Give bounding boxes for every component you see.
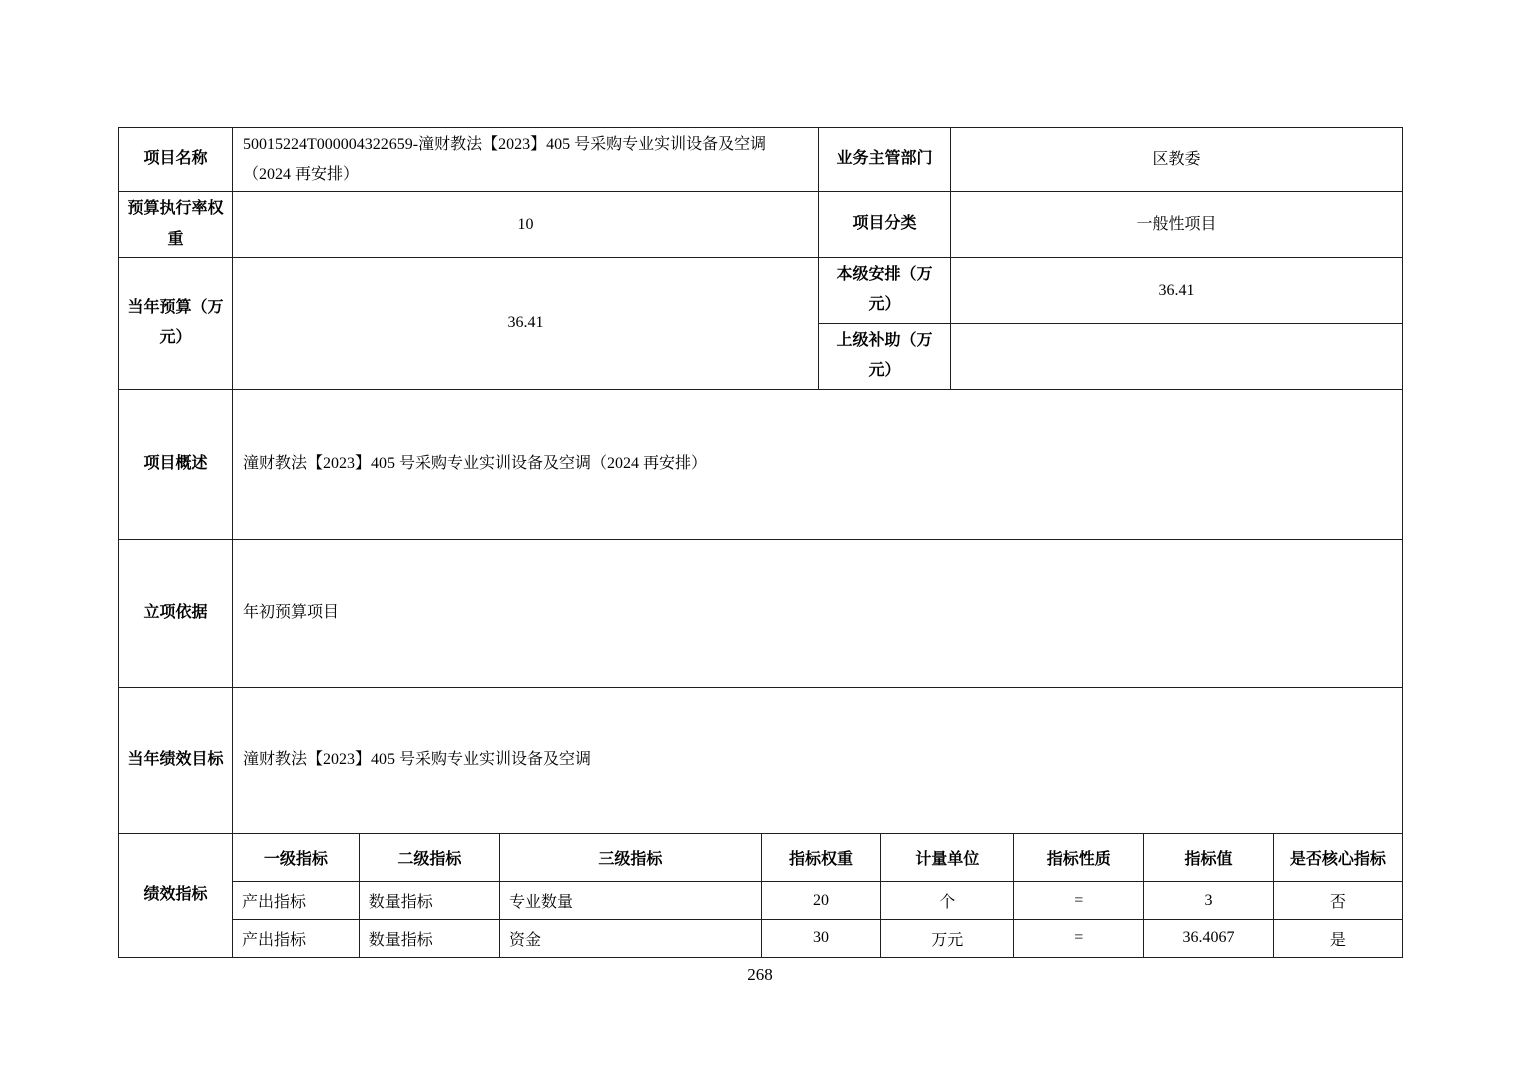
row-project-name bbox=[119, 128, 1403, 192]
row-performance-indicators bbox=[119, 833, 1403, 957]
competent-department-value: 区教委 bbox=[951, 128, 1403, 192]
row-annual-performance-goal bbox=[119, 687, 1403, 833]
budget-execution-weight-value: 10 bbox=[233, 192, 819, 258]
indicator-unit: 万元 bbox=[881, 919, 1014, 956]
project-overview-label: 项目概述 bbox=[119, 389, 233, 539]
performance-indicators-label: 绩效指标 bbox=[119, 833, 233, 957]
local-arrangement-value: 36.41 bbox=[951, 257, 1403, 323]
header-is-core-indicator: 是否核心指标 bbox=[1273, 834, 1402, 882]
row-project-overview bbox=[119, 389, 1403, 539]
project-basis-label: 立项依据 bbox=[119, 539, 233, 687]
header-indicator-weight: 指标权重 bbox=[761, 834, 880, 882]
project-category-label: 项目分类 bbox=[819, 192, 951, 258]
indicator-weight: 20 bbox=[761, 882, 880, 919]
indicators-table bbox=[233, 834, 1402, 957]
indicator-weight: 30 bbox=[761, 919, 880, 956]
indicator-is-core: 否 bbox=[1273, 882, 1402, 919]
indicator-level2: 数量指标 bbox=[359, 919, 499, 956]
superior-subsidy-value bbox=[951, 323, 1403, 389]
project-category-value: 一般性项目 bbox=[951, 192, 1403, 258]
project-name-label: 项目名称 bbox=[119, 128, 233, 192]
indicator-level3: 专业数量 bbox=[500, 882, 762, 919]
indicator-is-core: 是 bbox=[1273, 919, 1402, 956]
indicator-unit: 个 bbox=[881, 882, 1014, 919]
indicator-level3: 资金 bbox=[500, 919, 762, 956]
performance-indicators-cell bbox=[233, 833, 1403, 957]
current-year-budget-value: 36.41 bbox=[233, 257, 819, 389]
header-indicator-value: 指标值 bbox=[1144, 834, 1274, 882]
header-indicator-nature: 指标性质 bbox=[1014, 834, 1144, 882]
annual-performance-goal-label: 当年绩效目标 bbox=[119, 687, 233, 833]
row-project-basis bbox=[119, 539, 1403, 687]
indicator-row bbox=[233, 919, 1402, 956]
current-year-budget-label: 当年预算（万元） bbox=[119, 257, 233, 389]
header-level2-indicator: 二级指标 bbox=[359, 834, 499, 882]
indicator-row bbox=[233, 882, 1402, 919]
superior-subsidy-label: 上级补助（万元） bbox=[819, 323, 951, 389]
competent-department-label: 业务主管部门 bbox=[819, 128, 951, 192]
indicator-nature: = bbox=[1014, 919, 1144, 956]
project-performance-table bbox=[118, 127, 1403, 958]
indicator-value: 36.4067 bbox=[1144, 919, 1274, 956]
indicator-level1: 产出指标 bbox=[233, 882, 359, 919]
row-budget-weight bbox=[119, 192, 1403, 258]
header-measure-unit: 计量单位 bbox=[881, 834, 1014, 882]
indicator-level2: 数量指标 bbox=[359, 882, 499, 919]
annual-performance-goal-value: 潼财教法【2023】405 号采购专业实训设备及空调 bbox=[233, 687, 1403, 833]
project-basis-value: 年初预算项目 bbox=[233, 539, 1403, 687]
budget-execution-weight-label: 预算执行率权重 bbox=[119, 192, 233, 258]
page-number: 268 bbox=[747, 965, 773, 984]
indicators-header-row bbox=[233, 834, 1402, 882]
indicator-value: 3 bbox=[1144, 882, 1274, 919]
header-level3-indicator: 三级指标 bbox=[500, 834, 762, 882]
local-arrangement-label: 本级安排（万元） bbox=[819, 257, 951, 323]
project-name-value: 50015224T000004322659-潼财教法【2023】405 号采购专业实训设备及空调（2024 再安排） bbox=[233, 128, 819, 192]
project-overview-value: 潼财教法【2023】405 号采购专业实训设备及空调（2024 再安排） bbox=[233, 389, 1403, 539]
indicator-level1: 产出指标 bbox=[233, 919, 359, 956]
header-level1-indicator: 一级指标 bbox=[233, 834, 359, 882]
indicator-nature: = bbox=[1014, 882, 1144, 919]
row-current-year-budget bbox=[119, 257, 1403, 323]
